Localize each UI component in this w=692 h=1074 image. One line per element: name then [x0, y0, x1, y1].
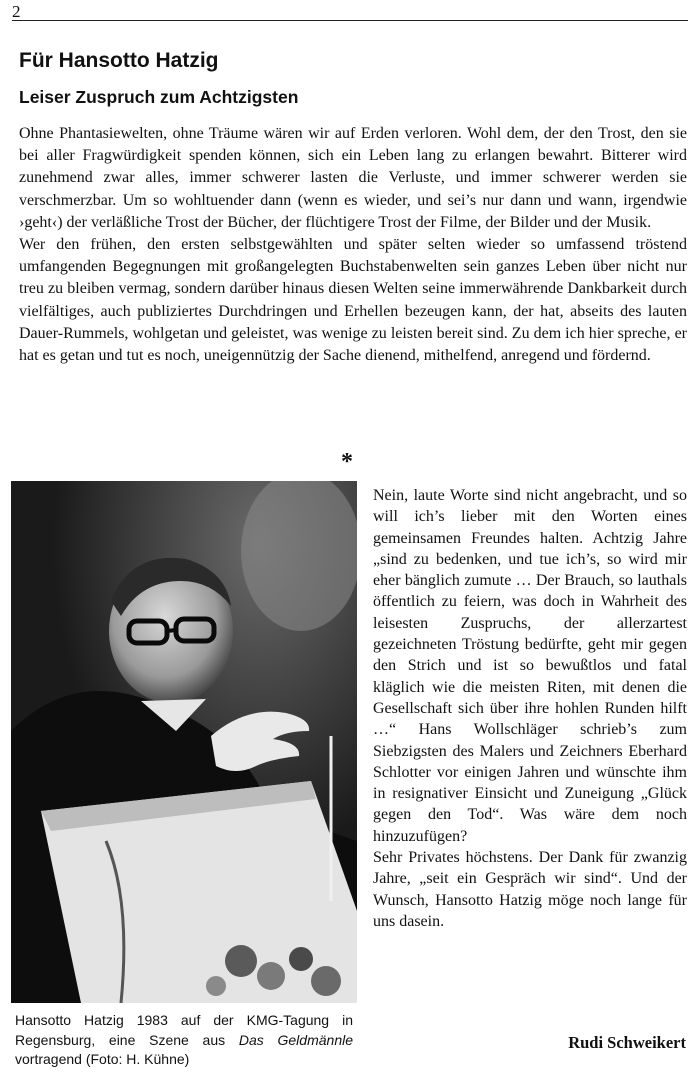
article-subtitle: Leiser Zuspruch zum Achtzigsten [19, 87, 299, 107]
intro-paragraph-1: Ohne Phantasiewelten, ohne Träume wären wir auf Erden verloren. Wohl dem, der den Trost, den sie bei aller Fragwürdigkeit spenden können, sich ein Leben lang zu erlangen bewahrt. Bitterer wird zunehmend zwar alles, immer schwerer lasten die Verluste, und immer schwerer werden sie verschmerzbar. Um so wohltuender dann (wenn es wieder, und sei’s nur dann und wann, irgendwie ›geht‹) der verläßliche Trost der Bücher, der flüchtigere Trost der Filme, der Bilder und der Musik. [19, 125, 687, 231]
author-name: Rudi Schweikert [568, 1033, 686, 1052]
photo-caption [15, 1011, 353, 1070]
speaker-photo [11, 481, 357, 1003]
intro-text [19, 123, 687, 367]
column-paragraph-2: Sehr Privates höchstens. Der Dank für zwanzig Jahre, „seit ein Gespräch wir sind“. Und der Wunsch, Hansotto Hatzig möge noch lange für uns dasein. [373, 849, 687, 930]
caption-title-italic: Das Geldmännle [238, 1031, 354, 1048]
caption-text-before: Hansotto Hatzig 1983 auf der KMG-Tagung in Regensburg, eine Szene aus [15, 1012, 353, 1048]
column-paragraph-1: Nein, laute Worte sind nicht angebracht, und so will ich’s lieber mit den Worten eines gemeinsamen Freundes halten. Achtzig Jahre „sind zu bedenken, und tue ich’s, so wird mir eher bänglich zumute … Der Brauch, so lauthals öffentlich zu feiern, was doch in Wahrheit des leisesten Zuspruchs, der allerzartest gezeichneten Tröstung bedürfte, geht mir gegen den Strich und ist so bewußtlos und fatal kläglich wie die meisten Riten, mit denen die Gesellschaft sich über ihre hohlen Runden hilft …“ Hans Wollschläger schrieb’s zum Siebzigsten des Malers und Zeichners Eberhard Schlotter vor einigen Jahren und wünschte ihm in resignativer Einsicht und Zuneigung „Glück gegen den Tod“. Was wäre dem noch hinzuzufügen? [373, 487, 687, 845]
intro-paragraph-2: Wer den frühen, den ersten selbstgewählten und später selten wieder so umfassend tröstend umfangenden Begegnungen mit großangelegten Buchstabenwelten sein ganzes Leben über nicht nur treu zu bleiben vermag, sondern darüber hinaus diesen Welten seine immerwährende Dankbarkeit durch vielfältiges, auch publiziertes Durchdringen und Erhellen bezeugen kann, der hat, abseits des lauten Dauer-Rummels, wohlgetan und geleistet, was wenige zu leisten bereit sind. Zu dem ich hier spreche, er hat es getan und tut es noch, uneigennützig der Sache dienend, mithelfend, anregend und fördernd. [19, 236, 687, 365]
section-separator: * [341, 449, 353, 475]
article-title: Für Hansotto Hatzig [19, 49, 219, 72]
header-rule [12, 20, 688, 21]
page-number: 2 [12, 2, 21, 21]
right-column-text [373, 485, 687, 932]
caption-text-after: vortragend (Foto: H. Kühne) [15, 1051, 190, 1067]
